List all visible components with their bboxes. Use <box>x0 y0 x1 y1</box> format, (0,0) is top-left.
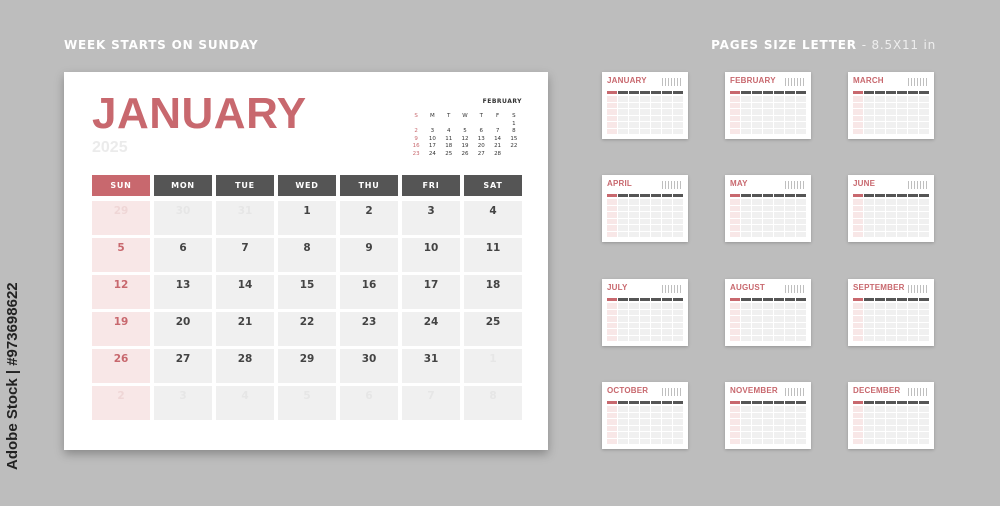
date-cell <box>92 386 150 420</box>
thumbnail-date-grid <box>853 199 929 237</box>
mini-date: 8 <box>512 128 516 134</box>
date-number: 16 <box>361 279 377 291</box>
date-number: 25 <box>485 316 501 328</box>
date-number: 7 <box>427 390 435 402</box>
thumbnail-mini-calendar <box>908 181 928 189</box>
date-number: 21 <box>237 316 253 328</box>
date-number: 19 <box>113 316 129 328</box>
thumbnail-july <box>602 279 688 346</box>
mini-date: 1 <box>512 120 516 127</box>
calendar-grid <box>92 175 522 420</box>
thumbnail-october <box>602 382 688 449</box>
date-cell <box>92 349 150 383</box>
thumbnail-december <box>848 382 934 449</box>
mini-date: 22 <box>510 143 518 149</box>
thumbnail-month-name: APRIL <box>607 179 632 188</box>
date-number: 6 <box>179 242 187 254</box>
thumbnail-november <box>725 382 811 449</box>
date-cell <box>464 312 522 346</box>
thumbnail-weekday-bar <box>730 194 806 197</box>
header-week-start <box>64 38 258 52</box>
date-number: 13 <box>175 279 191 291</box>
date-number: 15 <box>299 279 315 291</box>
date-cell <box>216 238 274 272</box>
date-cell <box>402 349 460 383</box>
date-cell <box>154 312 212 346</box>
mini-date: 28 <box>494 150 502 157</box>
mini-date <box>441 121 457 128</box>
mini-calendar-next-month <box>408 98 522 157</box>
date-number: 30 <box>361 353 377 365</box>
thumbnail-date-grid <box>607 406 683 444</box>
date-number: 3 <box>179 390 187 402</box>
thumbnail-month-name: FEBRUARY <box>730 76 776 85</box>
thumbnail-weekday-bar <box>607 401 683 404</box>
thumbnail-month-name: OCTOBER <box>607 386 649 395</box>
date-cell <box>278 386 336 420</box>
thumbnail-month-name: JULY <box>607 283 628 292</box>
stock-credit: Adobe Stock | #973698622 <box>4 282 21 470</box>
thumbnail-mini-calendar <box>908 285 928 293</box>
date-number: 10 <box>423 242 439 254</box>
thumbnail-date-grid <box>853 303 929 341</box>
date-cell <box>154 275 212 309</box>
thumbnail-september <box>848 279 934 346</box>
thumbnail-weekday-bar <box>853 91 929 94</box>
date-number: 8 <box>303 242 311 254</box>
thumbnail-month-name: MARCH <box>853 76 884 85</box>
mini-date: 10 <box>428 135 436 142</box>
mini-date: 13 <box>477 135 485 142</box>
thumbnail-mini-calendar <box>785 78 805 86</box>
page-size-label: PAGES SIZE LETTER <box>711 38 857 52</box>
thumbnail-date-grid <box>730 406 806 444</box>
date-cell <box>402 386 460 420</box>
weekday-header-mon: MON <box>154 175 212 196</box>
thumbnail-date-grid <box>607 303 683 341</box>
mini-date: 14 <box>494 135 502 142</box>
thumbnail-mini-calendar <box>662 285 682 293</box>
mini-weekday-header: W <box>462 113 468 119</box>
date-cell <box>216 312 274 346</box>
mini-weekday-header: F <box>495 113 500 119</box>
thumbnail-month-name: DECEMBER <box>853 386 901 395</box>
thumbnail-mini-calendar <box>662 181 682 189</box>
mini-date: 26 <box>461 150 469 157</box>
date-number: 14 <box>237 279 253 291</box>
mini-date: 25 <box>445 150 453 157</box>
date-number: 31 <box>237 205 253 217</box>
thumbnail-weekday-bar <box>853 194 929 197</box>
thumbnail-date-grid <box>730 303 806 341</box>
date-cell <box>216 275 274 309</box>
mini-weekday-header: T <box>447 113 451 119</box>
weekday-header-sun: SUN <box>92 175 150 196</box>
thumbnail-month-name: MAY <box>730 179 748 188</box>
date-cell <box>92 201 150 235</box>
mini-date: 18 <box>445 143 453 149</box>
date-cell <box>340 349 398 383</box>
date-cell <box>216 201 274 235</box>
date-cells <box>92 201 522 420</box>
thumbnail-date-grid <box>607 96 683 134</box>
date-number: 31 <box>423 353 439 365</box>
thumbnail-june <box>848 175 934 242</box>
mini-date: 4 <box>446 128 451 134</box>
thumbnail-month-name: JUNE <box>853 179 876 188</box>
date-number: 6 <box>365 390 373 402</box>
weekday-header-thu: THU <box>340 175 398 196</box>
main-calendar-page <box>64 72 548 450</box>
thumbnail-mini-calendar <box>785 285 805 293</box>
mini-date: 15 <box>510 135 518 142</box>
mini-date <box>489 121 505 128</box>
date-number: 5 <box>303 390 311 402</box>
date-cell <box>340 201 398 235</box>
date-cell <box>402 275 460 309</box>
mini-date: 7 <box>495 128 500 134</box>
date-cell <box>402 312 460 346</box>
mini-date: 21 <box>494 143 502 149</box>
date-number: 18 <box>485 279 501 291</box>
thumbnail-mini-calendar <box>662 78 682 86</box>
date-cell <box>464 349 522 383</box>
date-number: 11 <box>485 242 501 254</box>
mini-date: 3 <box>430 128 435 134</box>
mini-date <box>473 121 489 128</box>
thumbnail-date-grid <box>730 96 806 134</box>
thumbnail-mini-calendar <box>785 388 805 396</box>
date-cell <box>278 275 336 309</box>
date-number: 26 <box>113 353 129 365</box>
date-cell <box>92 312 150 346</box>
thumbnail-january <box>602 72 688 139</box>
mini-date: 9 <box>414 135 418 142</box>
thumbnail-date-grid <box>730 199 806 237</box>
thumbnail-mini-calendar <box>662 388 682 396</box>
date-number: 24 <box>423 316 439 328</box>
weekday-header-row <box>92 175 522 196</box>
thumbnail-mini-calendar <box>908 388 928 396</box>
thumbnail-weekday-bar <box>730 91 806 94</box>
mini-date <box>408 121 424 128</box>
thumbnail-weekday-bar <box>607 194 683 197</box>
mini-weekday-header: S <box>512 113 516 119</box>
mini-date: 5 <box>463 128 467 134</box>
mini-date: 6 <box>479 128 484 134</box>
mini-calendar-title: FEBRUARY <box>482 98 522 105</box>
date-cell <box>464 238 522 272</box>
mini-date: 12 <box>461 135 469 142</box>
date-number: 4 <box>241 390 249 402</box>
thumbnail-weekday-bar <box>607 91 683 94</box>
weekday-header-fri: FRI <box>402 175 460 196</box>
date-cell <box>402 238 460 272</box>
date-cell <box>340 386 398 420</box>
mini-calendar-grid <box>408 113 522 157</box>
weekday-header-tue: TUE <box>216 175 274 196</box>
weekday-header-wed: WED <box>278 175 336 196</box>
thumbnail-april <box>602 175 688 242</box>
mini-date: 11 <box>445 135 453 142</box>
thumbnail-month-name: NOVEMBER <box>730 386 778 395</box>
thumbnail-february <box>725 72 811 139</box>
date-number: 9 <box>365 242 373 254</box>
date-cell <box>464 386 522 420</box>
date-number: 29 <box>299 353 315 365</box>
date-number: 30 <box>175 205 191 217</box>
date-cell <box>278 312 336 346</box>
page-size-dimensions: - 8.5X11 in <box>861 38 936 52</box>
date-cell <box>402 201 460 235</box>
date-cell <box>92 238 150 272</box>
date-number: 17 <box>423 279 439 291</box>
mini-date: 17 <box>428 143 436 149</box>
date-number: 22 <box>299 316 315 328</box>
mini-weekday-header: S <box>414 113 418 119</box>
date-number: 2 <box>365 205 373 217</box>
date-number: 5 <box>117 242 125 254</box>
thumbnail-weekday-bar <box>853 298 929 301</box>
date-cell <box>340 312 398 346</box>
mini-date <box>506 151 522 158</box>
thumbnail-mini-calendar <box>908 78 928 86</box>
date-cell <box>278 201 336 235</box>
date-cell <box>340 275 398 309</box>
thumbnail-weekday-bar <box>853 401 929 404</box>
date-cell <box>278 238 336 272</box>
thumbnail-may <box>725 175 811 242</box>
date-number: 8 <box>489 390 497 402</box>
thumbnail-weekday-bar <box>730 401 806 404</box>
date-number: 2 <box>117 390 125 402</box>
thumbnail-mini-calendar <box>785 181 805 189</box>
thumbnail-date-grid <box>853 406 929 444</box>
date-cell <box>216 349 274 383</box>
thumbnail-month-name: AUGUST <box>730 283 765 292</box>
mini-date: 27 <box>477 150 485 157</box>
mini-date: 24 <box>428 150 436 157</box>
thumbnail-weekday-bar <box>730 298 806 301</box>
thumbnail-date-grid <box>607 199 683 237</box>
mini-date: 19 <box>461 143 469 149</box>
mini-date: 2 <box>414 128 418 134</box>
date-number: 29 <box>113 205 129 217</box>
year-label: 2025 <box>92 139 128 156</box>
header-left-text: WEEK STARTS ON SUNDAY <box>64 38 259 52</box>
mini-date <box>424 121 440 128</box>
date-cell <box>154 349 212 383</box>
mini-date: 16 <box>412 143 420 149</box>
weekday-header-sat: SAT <box>464 175 522 196</box>
thumbnail-march <box>848 72 934 139</box>
date-cell <box>464 201 522 235</box>
mini-date: 20 <box>477 143 485 149</box>
thumbnail-weekday-bar <box>607 298 683 301</box>
month-title: JANUARY <box>92 89 307 138</box>
date-cell <box>154 386 212 420</box>
date-number: 23 <box>361 316 377 328</box>
mini-weekday-header: T <box>479 113 483 119</box>
date-number: 27 <box>175 353 191 365</box>
thumbnail-month-name: JANUARY <box>607 76 647 85</box>
date-cell <box>340 238 398 272</box>
mini-weekday-header: M <box>430 113 435 119</box>
date-number: 12 <box>113 279 129 291</box>
thumbnail-date-grid <box>853 96 929 134</box>
mini-date: 23 <box>412 150 420 157</box>
mini-date <box>457 121 473 128</box>
date-cell <box>154 201 212 235</box>
date-number: 3 <box>427 205 435 217</box>
date-number: 1 <box>489 353 497 365</box>
date-cell <box>464 275 522 309</box>
date-number: 1 <box>303 205 311 217</box>
date-number: 4 <box>489 205 497 217</box>
date-cell <box>278 349 336 383</box>
date-cell <box>92 275 150 309</box>
thumbnail-august <box>725 279 811 346</box>
date-number: 28 <box>237 353 253 365</box>
date-cell <box>154 238 212 272</box>
date-number: 20 <box>175 316 191 328</box>
date-cell <box>216 386 274 420</box>
thumbnail-month-name: SEPTEMBER <box>853 283 905 292</box>
date-number: 7 <box>241 242 249 254</box>
header-page-size <box>711 38 936 52</box>
